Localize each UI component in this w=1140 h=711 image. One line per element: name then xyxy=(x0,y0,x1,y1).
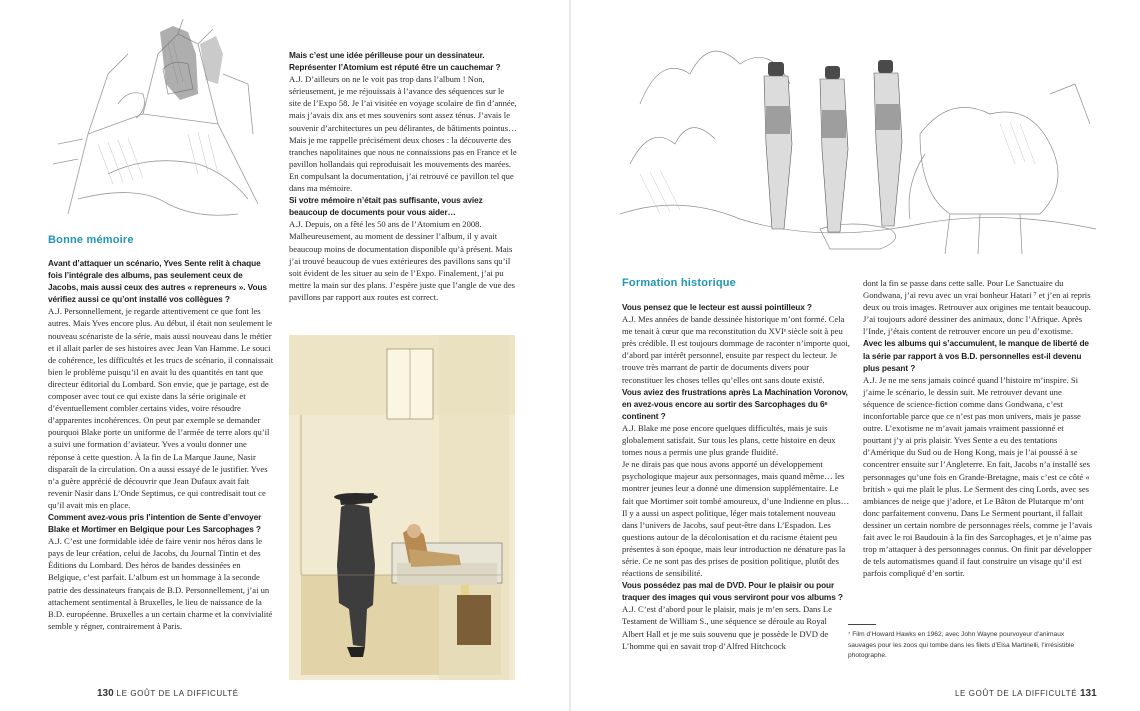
interview-question: Vous pensez que le lecteur est aussi pointilleux ? xyxy=(622,302,812,312)
interview-question: Si votre mémoire n’était pas suffisante, vous aviez beaucoup de documents pour vous aider… xyxy=(289,195,483,218)
interview-answer: A.J. Depuis, on a fêté les 50 ans de l’Atomium en 2008. Malheureusement, au moment de dessiner l’album, il y avait beaucoup moins de documentation disponible qu’à présent. Mais j’ai trouvé beaucoup de vues extérieures des pavillons sans qu’il soit évident de les situer au sein de l’Expo. Finalement, j’ai pu mettre la main sur des plans. J’espère juste que l’angle de vue des pavillons par rapport aux routes est correct. xyxy=(289,219,515,302)
right-page-column-2 xyxy=(863,277,1093,622)
interview-answer: A.J. Personnellement, je regarde attentivement ce que font les autres. Mais Yves encore plus. Au début, il était non seulement le nouveau scénariste de la série, mais aussi nouveau dans le métier et il allait parler de ses histoires avec Jean Van Hamme. Le souci de cohérence, les difficultés et les trucs de scénario, il connaissait bien le problème puisqu’il en avait lu des quantités en tant que directeur éditorial du Lombard. Son envie, que je partage, est de composer avec tout ce qui existe dans la série originale et d’éventuellement combler certains vides, voire résoudre d’apparentes incohérences. On peut par exemple se demander pourquoi Blake porte un uniforme de l’armée de terre alors qu’il a suivi une formation d’aviateur. Yves a voulu donner une réponse à cette question. À la fin de La Marque Jaune, Nasir disparaît de la circulation. On a aussi essayé de le justifier. Yves n’a guère apprécié de découvrir que Jean Dufaux avait fait revenir Nasir dans L’Onde Septimus, ce qui contredisait tout ce qu’il avait mis en place. xyxy=(48,306,274,510)
watercolor-illustration-hotel-room xyxy=(289,335,515,680)
interview-answer: A.J. Mes années de bande dessinée historique m’ont formé. Cela me tenait à cœur que ma reconstitution du XVIᵉ siècle soit à peu près crédible. Il est toujours dommage de raconter n’importe quoi, d’abord par intérêt personnel, ensuite par respect du lecteur. Je trouve très marrant de partir de documents divers pour reconstituer les choses telles qu’elles ont sans doute existé. xyxy=(622,314,850,385)
interview-answer: A.J. D’ailleurs on ne le voit pas trop dans l’album ! Non, sérieusement, je me réjouissais à l’avance des séquences sur le site de l’Expo 58. Je l’ai visitée en voyage scolaire de fin d’année, mais j’avais dix ans et mes souvenirs sont assez ténus. J’avais le souvenir d’architectures un peu délirantes, de bâtiments pointus… Mais je me rappelle précisément deux choses : la découverte des tranches napolitaines que nous ne connaissions pas en France et le pavillon hollandais qui reproduisait les mouvements des marées. En compulsant la documentation, j’ai retrouvé ce pavillon tel que dans ma mémoire. xyxy=(289,74,517,194)
page-number-130: 130 xyxy=(97,688,114,699)
interview-question: Avant d’attaquer un scénario, Yves Sente relit à chaque fois l’intégrale des albums, pas seulement ceux de Jacobs, mais aussi ceux des autres « repreneurs ». Vous vérifiez aussi ce qu’ont installé vos collègues ? xyxy=(48,258,267,305)
footnote-hatari: ⁷ Film d’Howard Hawks en 1962, avec John Wayne pourvoyeur d’animaux sauvages pour les zoos qui tombe dans les filets d’Elsa Martinelli, l’irrésistible photographe. xyxy=(848,631,1075,659)
running-title-right: LE GOÛT DE LA DIFFICULTÉ xyxy=(955,689,1078,698)
interview-answer: A.J. Blake me pose encore quelques difficultés, mais je suis globalement satisfait. Sur tous les plans, cette histoire en deux tomes nous a permis une plus grande fluidité. xyxy=(622,422,836,458)
interview-answer: A.J. C’est une formidable idée de faire venir nos héros dans le pays de leur création, celui de Jacobs, du Journal Tintin et des Éditions du Lombard. Des héros de bandes dessinées en Belgique, c’est parfait. L’album est un hommage à la seconde patrie des dessinateurs français de B.D. Personnellement, j’ai un attachement sentimental à Bruxelles, le lieu de naissance de la B.D. européenne. Bruxelles a un certain charme et la convivialité semble y régner, contrairement à Paris. xyxy=(48,536,273,631)
interview-question: Mais c’est une idée périlleuse pour un dessinateur. Représenter l’Atomium est réputé être un cauchemar ? xyxy=(289,50,501,73)
interview-question: Vous aviez des frustrations après La Machination Voronov, en avez-vous encore au sortir des Sarcophages du 6ᵉ continent ? xyxy=(622,386,848,421)
interview-answer: A.J. Je ne me sens jamais coincé quand l’histoire m’inspire. Si j’aime le scénario, le dessin suit. Me retrouver devant une séquence de science-fiction comme dans Gondwana, c’est inconfortable parce que ce n’est pas mon univers, mais je passe outre. L’exotisme ne m’avait jamais vraiment passionné et pourtant j’y ai pris plaisir. Yves Sente a eu des tentations d’Amérique du Sud ou de Hong Kong, mais je l’ai poussé à se concentrer ensuite sur l’Angleterre. En fait, Jacobs n’a installé ses personnages qu’une fois en Grande-Bretagne, mais c’est ce côté « british » qui me plaît le plus. Le Serment des cinq Lords, avec ses ambiances de neige que j’adore, et Le Bâton de Plutarque m’ont donc parfaitement convenu. Dans Le Serment pourtant, il fallait dessiner un certain nombre de personnages réels, comme je l’avais fait avec le roi Baudouin à la fin des Sarcophages, et je n’aime pas trop m’attaquer à des personnages connus. On finit par développer de tels automatismes quand il faut construire un visage qu’il est parfois compliqué d’en sortir. xyxy=(863,374,1093,579)
interview-question: Avec les albums qui s’accumulent, le manque de liberté de la série par rapport à vos B.D. personnelles est-il devenu plus pesant ? xyxy=(863,338,1089,373)
left-page-column-1 xyxy=(48,257,274,677)
left-page-folio xyxy=(97,688,239,699)
left-page-column-2 xyxy=(289,49,517,329)
section-heading-formation-historique: Formation historique xyxy=(622,277,736,289)
right-page-column-1 xyxy=(622,301,850,681)
interview-answer: Je ne dirais pas que nous avons apporté un développement psychologique majeur aux personnages, mais quand même… les montrer jeunes leur a donné une dimension supplémentaire. Le fait que Mortimer soit tombé amoureux, d’une Indienne en plus… Il y a aussi un aspect politique, léger mais totalement nouveau dans l’univers de Jacobs, sauf peut-être dans L’Espadon. Les questions autour de la décolonisation et du racisme étaient peu présentes à son époque, mais leur introduction ne dénature pas la série. Ce ne sont pas des prises de position politique, plutôt des réactions de sensibilité. xyxy=(622,459,850,579)
interview-question: Comment avez-vous pris l’intention de Sente d’envoyer Blake et Mortimer en Belgique pour Les Sarcophages ? xyxy=(48,511,262,535)
right-page-folio xyxy=(955,688,1097,699)
section-heading-bonne-memoire: Bonne mémoire xyxy=(48,234,134,246)
interview-answer: A.J. C’est d’abord pour le plaisir, mais je m’en sers. Dans Le Testament de William S., une séquence se déroule au Royal Albert Hall et je me suis souvenu que je possède le DVD de L’homme qui en savait trop d’Alfred Hitchcock xyxy=(622,604,832,651)
footnote-rule xyxy=(848,624,876,625)
sketch-illustration-bed-scene xyxy=(48,14,276,229)
running-title-left: LE GOÛT DE LA DIFFICULTÉ xyxy=(116,689,239,698)
page-number-131: 131 xyxy=(1079,688,1097,699)
interview-question: Vous possédez pas mal de DVD. Pour le plaisir ou pour traquer des images qui vous serviront pour vos albums ? xyxy=(622,580,843,603)
sketch-illustration-explorers-elephant xyxy=(620,14,1096,264)
page-gutter xyxy=(569,0,571,711)
interview-answer: dont la fin se passe dans cette salle. Pour Le Sanctuaire du Gondwana, j’ai revu avec un vrai bonheur Hatari ⁷ et j’en ai repris deux ou trois images. Retrouver aux origines me tentait beaucoup. J’ai toujours adoré dessiner des animaux, donc l’Afrique. Après l’Inde, j’étais content de retrouver encore un peu d’exotisme. xyxy=(863,278,1091,337)
